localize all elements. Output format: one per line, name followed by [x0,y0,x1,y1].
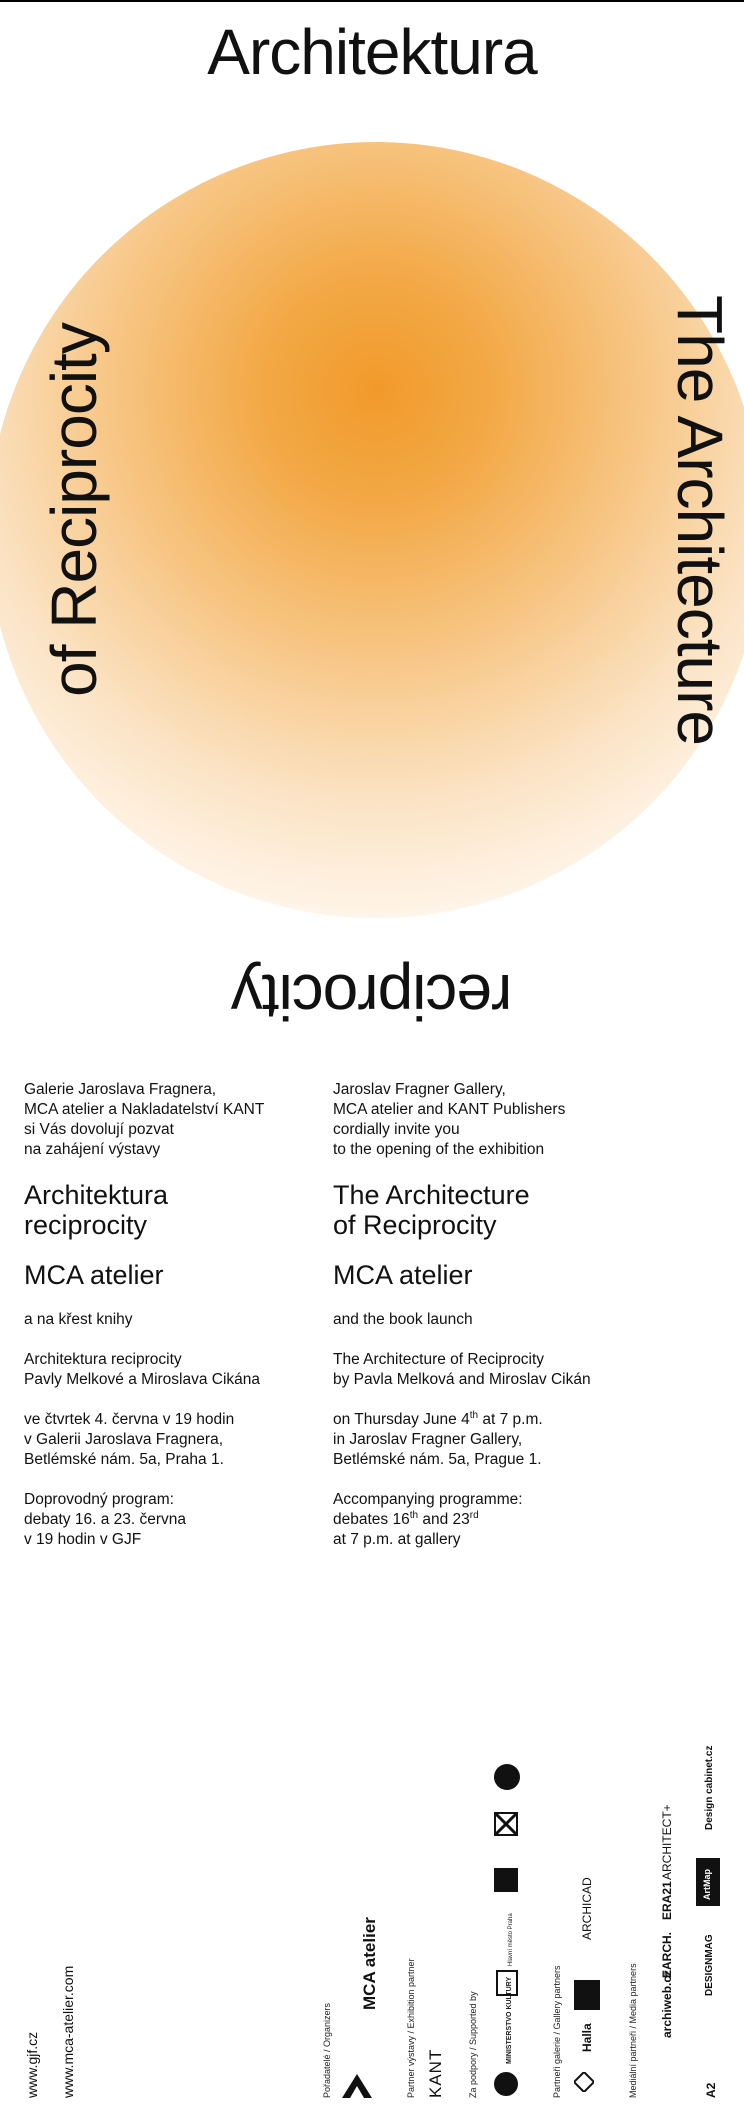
czech-exhibition-title: Architektura reciprocity [24,1180,169,1240]
english-exhibition-title: The Architecture of Reciprocity [333,1180,530,1240]
media-logo-designmag: DESIGNMAG [704,1934,715,1996]
ministry-emblem-icon [494,2072,518,2096]
media-logo-earch: EARCH. [660,1931,674,1978]
halla-logo: Halla [580,2023,594,2052]
media-logo-archiweb: archiweb.cz [660,1969,674,2038]
czech-book-intro: a na křest knihy [24,1311,133,1328]
x-mark-logo-icon [494,1812,518,1836]
english-book: The Architecture of Reciprocity by Pavla Melková and Miroslav Cikán [333,1351,591,1388]
top-border [0,0,744,2]
media-logo-designcabinet: Design cabinet.cz [704,1745,715,1830]
english-intro: Jaroslav Fragner Gallery, MCA atelier and KANT Publishers cordially invite you to the opening of the exhibition [333,1081,566,1158]
prague-logo: Hlavní město Praha [508,1913,514,1966]
supported-label: Za podpory / Supported by [468,1991,478,2098]
n4-circle-logo-icon [494,1764,520,1790]
kant-logo: KANT [426,2048,445,2098]
website-mca[interactable]: www.mca-atelier.com [60,1965,76,2098]
czech-programme: Doprovodný program: debaty 16. a 23. června v 19 hodin v GJF [24,1491,187,1548]
archicad-logo: ARCHICAD [580,1877,594,1940]
media-logo-artmap: ArtMap [702,1869,712,1900]
czech-author: MCA atelier [24,1260,164,1290]
gallery-square-logo-icon [494,1868,518,1892]
ministry-logo: MINISTERSTVO KULTURY [506,1976,513,2064]
english-author: MCA atelier [333,1260,473,1290]
english-programme: Accompanying programme: debates 16th and 23rd at 7 p.m. at gallery [333,1491,523,1548]
czech-book: Architektura reciprocity Pavly Melkové a Miroslava Cikána [24,1351,261,1388]
english-when-where: on Thursday June 4th at 7 p.m. in Jaroslav Fragner Gallery, Betlémské nám. 5a, Prague 1. [333,1409,543,1468]
mca-triangle-icon [342,2070,372,2098]
english-invitation [333,1080,663,1570]
mca-atelier-logo: MCA atelier [360,1917,379,2010]
czech-intro: Galerie Jaroslava Fragnera, MCA atelier a Nakladatelství KANT si Vás dovolují pozvat na zahájení výstavy [24,1081,265,1158]
media-logo-architect: ARCHITECT+ [660,1804,674,1880]
gallery-partners-label: Partneři galerie / Gallery partners [552,1965,562,2098]
title-top: Architektura [207,16,537,88]
website-gjf[interactable]: www.gjf.cz [24,2031,40,2098]
title-bottom-inverted: reciprocity [231,961,513,1033]
title-left-vertical: of Reciprocity [38,323,110,697]
halla-diamond-icon [574,2072,594,2092]
english-book-intro: and the book launch [333,1311,473,1328]
media-logo-a2: A2 [704,2082,718,2098]
media-partners-label: Mediální partneři / Media partners [628,1963,638,2098]
prague-crest-icon [496,1970,518,1996]
media-logo-era21: ERA21 [660,1881,674,1920]
czech-invitation [24,1080,354,1570]
orange-gradient-circle [0,142,744,918]
exhibition-partner-label: Partner výstavy / Exhibition partner [406,1958,416,2098]
title-right-vertical: The Architecture [664,295,736,745]
organizers-label: Pořadatelé / Organizers [322,2002,332,2098]
czech-when-where: ve čtvrtek 4. června v 19 hodin v Galerii Jaroslava Fragnera, Betlémské nám. 5a, Praha 1. [24,1411,235,1468]
aed-logo-icon [574,1980,600,2010]
